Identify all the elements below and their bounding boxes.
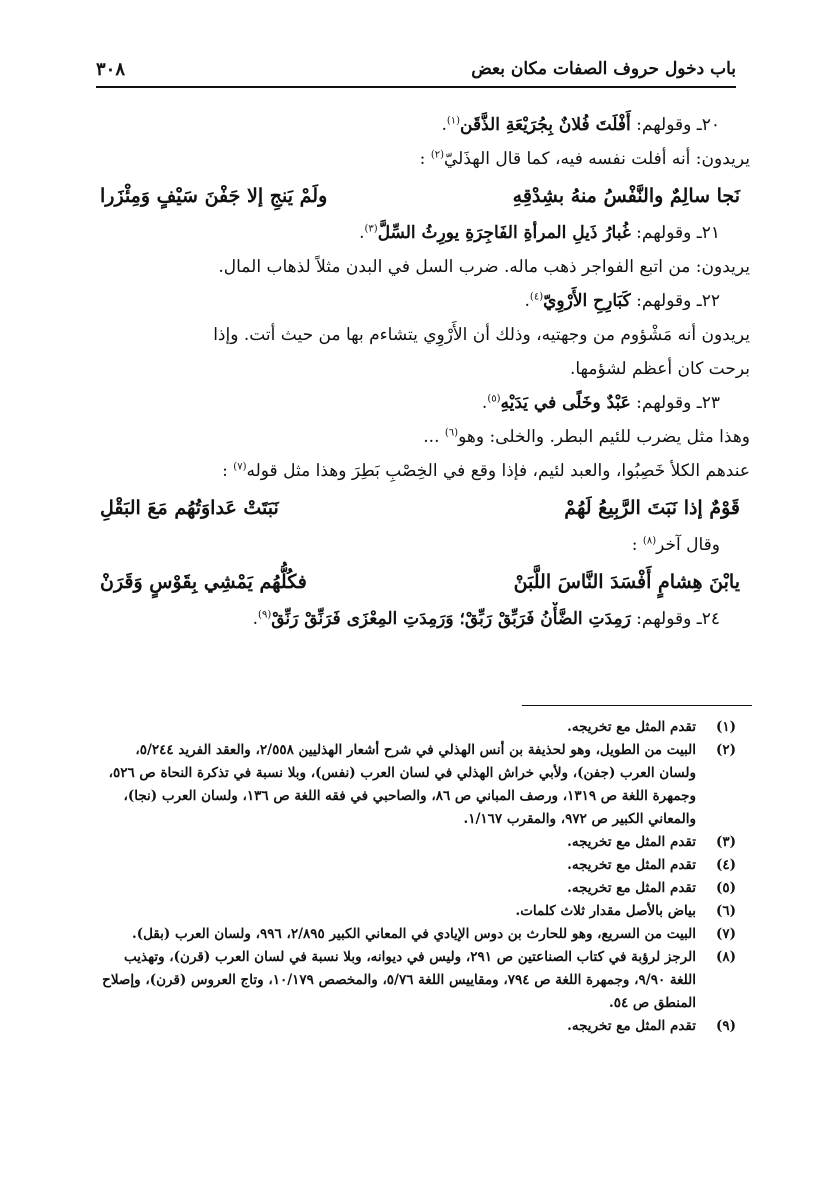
- footnote-item: [96, 923, 736, 946]
- footnote-ref: (٣): [364, 223, 378, 235]
- explanation-text: يريدون: أنه أفلت نفسه فيه، كما قال الهذَليّ: [444, 149, 750, 169]
- another-poet-line: [90, 528, 750, 562]
- footnote-ref: (١): [446, 115, 461, 127]
- explanation-text: يريدون أنه مَشْؤوم من وجهتيه، وذلك أن الأَرْوِي يتشاءم بها من حيث أتت. وإذا: [213, 325, 750, 345]
- footnote-ref: (٩): [258, 609, 272, 621]
- footnote-item: [96, 1015, 736, 1038]
- punctuation: .: [481, 393, 488, 413]
- proverb-23: [90, 386, 750, 420]
- proverb-text: رَمِدَتِ الضَّأْنُ فَرَبِّقْ رَبِّقْ؛ وَرَمِدَتِ المِعْزَى فَرَنِّقْ رَنِّقْ: [271, 609, 631, 629]
- verse-hemistich-left: نَبَتَتْ عَداوَتُهُم مَعَ البَقْلِ: [100, 497, 279, 519]
- footnote-text: تقدم المثل مع تخريجه.: [567, 719, 696, 735]
- footnote-text: الرجز لرؤبة في كتاب الصناعتين ص ٢٩١، وليس في ديوانه، وبلا نسبة في لسان العرب (قرن)، وتهذيب اللغة ٩/٩٠، وجمهرة اللغة ص ٧٩٤، ومقاييس اللغة ٥/٧٦، والمخصص ١٠/١٧٩، وتاج العروس (قرن)، وإصلاح المنطق ص ٥٤.: [102, 949, 696, 1011]
- footnote-item: [96, 739, 736, 831]
- punctuation: :: [222, 461, 228, 481]
- footnote-text: بياض بالأصل مقدار ثلاث كلمات.: [515, 903, 696, 919]
- footnote-number: (٦): [715, 903, 736, 919]
- verse-3: [90, 562, 750, 602]
- footnote-text: البيت من الطويل، وهو لحذيفة بن أنس الهذلي في شرح أشعار الهذليين ٢/٥٥٨، والعقد الفريد ٥/٢٤٤، ولسان العرب (جفن)، ولأبي خراش الهذلي في لسان العرب (نفس)، وبلا نسبة في تذكرة النحاة ص ٥٢٦، وجمهرة اللغة ص ١٣١٩، ورصف المباني ص ٨٦، والصاحبي في فقه اللغة ص ١٣٦، ولسان العرب (نجا)، والمعاني الكبير ص ٩٧٢، والمقرب ١/١٦٧.: [108, 742, 696, 827]
- explanation-text: يريدون: من اتبع الفواجر ذهب ماله. ضرب السل في البدن مثلاً لذهاب المال.: [218, 257, 750, 277]
- entry-label: ٢٠ـ وقولهم:: [630, 115, 720, 135]
- entry-label: ٢٤ـ وقولهم:: [630, 609, 720, 629]
- footnote-text: تقدم المثل مع تخريجه.: [567, 1018, 696, 1034]
- footnote-item: [96, 877, 736, 900]
- verse-hemistich-right: نَجا سالِمٌ والنَّفْسُ منهُ بشِدْقِهِ: [512, 185, 740, 207]
- explanation-text: برحت كان أعظم لشؤمها.: [569, 359, 750, 379]
- explanation-21: [90, 250, 750, 284]
- footnote-text: البيت من السريع، وهو للحارث بن دوس الإيادي في المعاني الكبير ٢/٨٩٥، ٩٩٦، ولسان العرب (بقل).: [132, 926, 696, 942]
- punctuation: .: [252, 609, 259, 629]
- footnote-number: (٥): [715, 880, 736, 896]
- punctuation: ...: [423, 427, 440, 447]
- proverb-24: [90, 602, 750, 636]
- punctuation: .: [524, 291, 530, 311]
- footnote-ref: (٢): [430, 149, 444, 161]
- main-text: [90, 108, 750, 636]
- footnote-divider: [522, 705, 752, 706]
- proverb-text: غُبارُ ذَيلِ المرأةِ الفَاجِرَةِ يورِثُ السِّلَّ: [377, 223, 631, 243]
- footnote-number: (١): [715, 719, 736, 735]
- proverb-text: كَبَارِحِ الأَرْوِيّ: [543, 291, 631, 311]
- explanation-text: عندهم الكلأ خَصِبُوا، والعبد لئيم، فإذا وقع في الخِصْبِ بَطِرَ وهذا مثل قوله: [246, 461, 750, 481]
- footnote-number: (٢): [715, 742, 736, 758]
- explanation-22a: [90, 318, 750, 352]
- proverb-22: [90, 284, 750, 318]
- explanation-text: وقال آخر: [656, 535, 720, 555]
- footnotes: [96, 716, 736, 1038]
- explanation-20: [90, 142, 750, 176]
- footnote-number: (٤): [715, 857, 736, 873]
- footnote-item: [96, 854, 736, 877]
- footnote-ref: (٥): [487, 393, 501, 405]
- footnote-item: [96, 900, 736, 923]
- footnote-ref: (٦): [444, 427, 459, 439]
- verse-hemistich-right: يابْنَ هِشامٍ أَفْسَدَ النَّاسَ اللَّبَنْ: [513, 571, 740, 593]
- footnote-ref: (٨): [642, 535, 657, 547]
- footnote-number: (٧): [715, 926, 736, 942]
- chapter-title: باب دخول حروف الصفات مكان بعض: [471, 59, 736, 79]
- verse-1: [90, 176, 750, 216]
- entry-label: ٢١ـ وقولهم:: [630, 223, 720, 243]
- punctuation: .: [441, 115, 447, 135]
- footnote-item: [96, 716, 736, 739]
- verse-hemistich-right: قَوْمٌ إذا نَبَتَ الرَّبِيعُ لَهُمْ: [564, 497, 740, 519]
- explanation-text: وهذا مثل يضرب للئيم البطر. والخلى: وهو: [458, 427, 750, 447]
- punctuation: :: [631, 535, 638, 555]
- explanation-23a: [90, 420, 750, 454]
- footnote-number: (٣): [715, 834, 736, 850]
- entry-label: ٢٢ـ وقولهم:: [630, 291, 720, 311]
- proverb-21: [90, 216, 750, 250]
- footnote-text: تقدم المثل مع تخريجه.: [567, 880, 696, 896]
- footnote-number: (٨): [715, 949, 736, 965]
- verse-2: [90, 488, 750, 528]
- verse-hemistich-left: فكُلُّهُم يَمْشِي بِقَوْسٍ وَقَرَنْ: [100, 571, 307, 593]
- proverb-text: أَفْلَتَ فُلانٌ بِجُرَيْعَةِ الذَّقَن: [460, 115, 631, 135]
- verse-hemistich-left: ولَمْ يَنجِ إلا جَفْنَ سَيْفٍ وَمِئْزَرا: [100, 185, 328, 207]
- explanation-23b: [90, 454, 750, 488]
- footnote-text: تقدم المثل مع تخريجه.: [567, 834, 696, 850]
- footnote-item: [96, 831, 736, 854]
- page-number: ٣٠٨: [96, 58, 126, 80]
- footnote-item: [96, 946, 736, 1015]
- entry-label: ٢٣ـ وقولهم:: [630, 393, 720, 413]
- proverb-text: عَبْدٌ وخَلًى في يَدَيْهِ: [500, 393, 631, 413]
- footnote-number: (٩): [715, 1018, 736, 1034]
- page-header: [96, 52, 736, 88]
- punctuation: :: [419, 149, 426, 169]
- footnote-text: تقدم المثل مع تخريجه.: [567, 857, 696, 873]
- footnote-ref: (٧): [233, 461, 247, 473]
- punctuation: .: [359, 223, 365, 243]
- explanation-22b: [90, 352, 750, 386]
- footnote-ref: (٤): [529, 291, 544, 303]
- proverb-20: [90, 108, 750, 142]
